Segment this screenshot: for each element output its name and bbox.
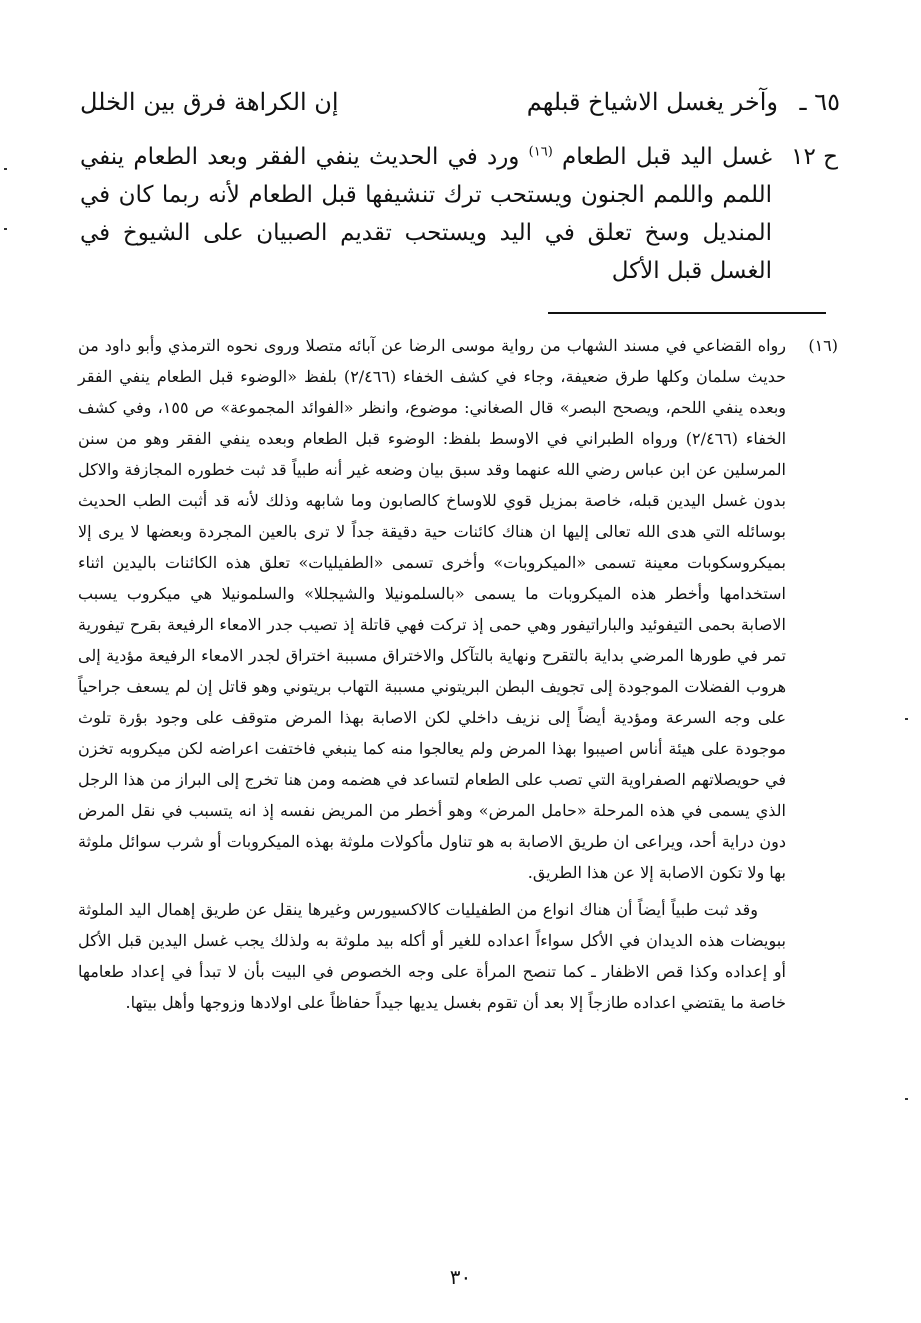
footnote-number: (١٦) [808,336,838,355]
commentary-label: ح ١٢ [791,144,838,170]
scan-mark [905,1098,908,1100]
verse-hemistich-second: إن الكراهة فرق بين الخلل [80,88,339,116]
commentary-block [80,138,838,290]
verse-number: ٦٥ ـ [799,88,840,116]
commentary-text-start: غسل اليد قبل الطعام [562,144,773,170]
scan-mark [4,168,7,170]
footnote-paragraph-1: رواه القضاعي في مسند الشهاب من رواية موسى الرضا عن آبائه متصلا وروى نحوه الترمذي وأبو داود من حديث سلمان وكلها طرق ضعيفة، وجاء في كشف الخفاء (٢/٤٦٦) بلفظ «الوضوء قبل الطعام ينفي الفقر وبعده ينفي اللحم، ويصحح البصر» قال الصغاني: موضوع، وانظر «الفوائد المجموعة» ص ١٥٥، وفي كشف الخفاء (٢/٤٦٦) ورواه الطبراني في الاوسط بلفظ: الوضوء قبل الطعام وبعده ينفي الفقر وهو من سنن المرسلين عن ابن عباس رضي الله عنهما وقد سبق بيان وضعه غير أنه طبياً قد ثبت خطوره المجازفة والاكل بدون غسل اليدين قبله، خاصة بمزيل قوي للاوساخ كالصابون وما شابهه وذلك لأنه قد أثبت الطب الحديث بوسائله التي هدى الله تعالى إليها ان هناك كائنات حية دقيقة جداً لا ترى بالعين المجردة وبعضها لا يرى إلا بميكروسكوبات معينة تسمى «الميكروبات» وأخرى تسمى «الطفيليات» تعلق هذه الكائنات باليدين اثناء استخدامها وأخطر هذه الميكروبات ما يسمى «بالسلمونيلا والشيجللا» والسلمونيلا هي ميكروب يسبب الاصابة بحمى التيفوئيد والباراتيفور وهي حمى إذ تركت فهي قاتلة إذ تصيب جدر الامعاء الرفيعة بقرح تيفورية تمر في طورها المرضي بداية بالتقرح ونهاية بالتآكل والاختراق مسببة اختراق لجدر الامعاء الرفيعة مؤدية إلى هروب الفضلات الموجودة إلى تجويف البطن البريتوني مسببة التهاب بريتوني وهو قاتل إن لم يسعف جراحياً على وجه السرعة ومؤدية أيضاً إلى نزيف داخلي لكن الاصابة بهذا المرض متوقف على وجود بؤرة تلوث موجودة على هيئة أناس اصيبوا بهذا المرض ولم يعالجوا منه كما ينبغي فاختفت اعراضه لكن ميكروبه تخزن في حويصلاتهم الصفراوية التي تصب على الطعام لتساعد في هضمه ومن هنا تخرج إلى البراز من هذا الرجل الذي يسمى في هذه المرحلة «حامل المرض» وهو أخطر من المريض نفسه إذ انه يتسبب في نقل المرض دون دراية أحد، ويراعى ان طريق الاصابة به هو تناول مأكولات ملوثة بهذه الميكروبات أو شرب سوائل ملوثة بها ولا تكون الاصابة إلا عن هذا الطريق. [78,336,787,882]
commentary-text-rest: ورد في الحديث ينفي الفقر وبعد الطعام ينفي اللمم واللمم الجنون ويستحب ترك تنشيفها قبل الطعام لأنه ربما كان في المنديل وسخ تعلق في اليد ويستحب تقديم الصبيان على الشيوخ في الغسل قبل الأكل [80,144,772,284]
footnote-separator [548,312,826,314]
footnote-block [78,330,838,1018]
footnote-paragraph-2: وقد ثبت طبياً أيضاً أن هناك انواع من الطفيليات كالاكسيورس وغيرها ينقل عن طريق إهمال اليد الملوثة ببويضات هذه الديدان في الأكل سواءاً اعداده للغير أو أكله بيد ملوثة به ولذلك يجب غسل اليدين قبل الأكل أو إعداده وكذا قص الاظفار ـ كما تنصح المرأة على وجه الخصوص في البيت بأن لا تبدأ في إعداد طعامها خاصة ما يقتضي اعداده طازجاً إلا بعد أن تقوم بغسل يديها جيداً حفاظاً على اولادها وزوجها وأهل بيتها. [78,900,787,1012]
scan-mark [4,228,7,230]
verse-line [80,82,840,122]
commentary-text [80,138,772,290]
verse-hemistich-first: وآخر يغسل الاشياخ قبلهم [526,88,778,116]
page-number: ٣٠ [449,1265,472,1289]
footnote-reference: (١٦) [528,144,553,160]
scan-mark [905,718,908,720]
